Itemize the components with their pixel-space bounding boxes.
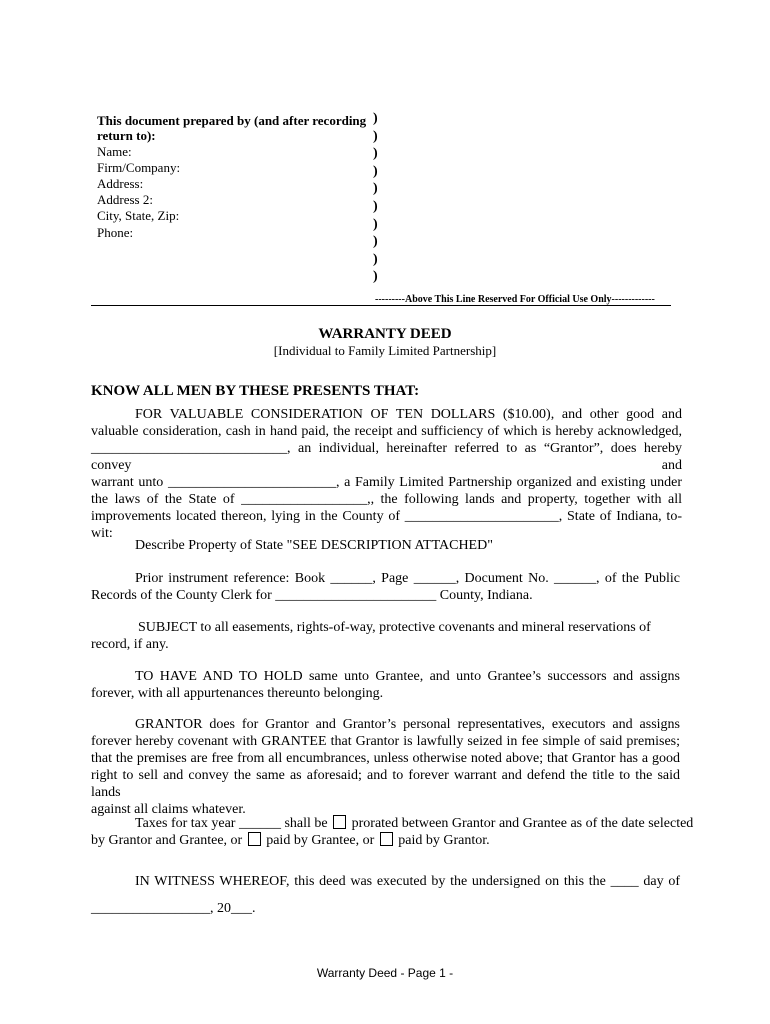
consideration-paragraph	[91, 406, 682, 542]
text-line: Prior instrument reference: Book ______, Page ______, Document No. ______, of the Public	[135, 571, 680, 586]
taxes-line1	[135, 815, 693, 832]
text-line: SUBJECT to all easements, rights-of-way, protective covenants and mineral reservations of	[138, 620, 651, 635]
paren: )	[373, 128, 378, 144]
text-line: _________________, 20___.	[91, 901, 256, 916]
prorated-checkbox[interactable]	[333, 815, 346, 829]
document-subtitle: [Individual to Family Limited Partnership]	[273, 343, 497, 358]
prior-instrument-paragraph	[91, 570, 680, 604]
preparer-address2-label: Address 2:	[97, 192, 153, 207]
text-line: right to sell and convey the same as aforesaid; and to forever warrant and defend the title to the said lands	[91, 768, 680, 800]
preparer-name-label: Name:	[97, 144, 132, 159]
text-line: Records of the County Clerk for _______________________ County, Indiana.	[91, 588, 533, 603]
text-line: the laws of the State of __________________,, the following lands and property, together with all	[91, 492, 682, 507]
text-line: that the premises are free from all encumbrances, unless otherwise noted above; that Grantor has a good	[91, 751, 680, 766]
paren: )	[373, 216, 378, 232]
paren: )	[373, 251, 378, 267]
paren: )	[373, 198, 378, 214]
text-line: forever, with all appurtenances thereunto belonging.	[91, 686, 384, 701]
preparer-heading-line2: return to):	[97, 128, 156, 143]
paren-column	[373, 110, 378, 286]
text-line: GRANTOR does for Grantor and Grantor’s personal representatives, executors and assigns	[135, 717, 680, 732]
paid-by-grantor-checkbox[interactable]	[380, 832, 393, 846]
official-use-line: ---------Above This Line Reserved For Official Use Only-------------	[375, 294, 655, 305]
taxes-text: prorated between Grantor and Grantee as of the date selected	[351, 816, 694, 831]
paren: )	[373, 111, 378, 126]
preparer-city-label: City, State, Zip:	[97, 208, 180, 223]
paid-by-grantee-checkbox[interactable]	[248, 832, 261, 846]
text-line: IN WITNESS WHEREOF, this deed was executed by the undersigned on this the ____ day of	[135, 874, 680, 889]
text-line: TO HAVE AND TO HOLD same unto Grantee, and unto Grantee’s successors and assigns	[135, 669, 680, 684]
paren: )	[373, 269, 378, 285]
taxes-text: Taxes for tax year ______ shall be	[135, 816, 328, 831]
paren: )	[373, 146, 378, 162]
preparer-heading-line1: This document prepared by (and after recording	[97, 113, 367, 128]
preparer-firm-label: Firm/Company:	[97, 160, 181, 175]
paren: )	[373, 234, 378, 250]
paren: )	[373, 181, 378, 197]
taxes-text: paid by Grantee, or	[266, 833, 375, 848]
text-line: valuable consideration, cash in hand paid, the receipt and sufficiency of which is hereby acknowledged,	[91, 424, 682, 439]
text-line: wit:	[91, 526, 113, 541]
subject-paragraph	[91, 619, 651, 653]
text-line: forever hereby covenant with GRANTEE that Grantor is lawfully seized in fee simple of said premises;	[91, 734, 680, 749]
preparer-address-label: Address:	[97, 176, 144, 191]
taxes-line2	[91, 832, 490, 849]
taxes-text: paid by Grantor.	[398, 833, 490, 848]
habendum-paragraph	[91, 668, 680, 702]
text-line: improvements located thereon, lying in the County of ______________________, State of Indiana, to-	[91, 509, 682, 524]
text-line: record, if any.	[91, 637, 169, 652]
text-line: FOR VALUABLE CONSIDERATION OF TEN DOLLARS ($10.00), and other good and	[135, 407, 682, 422]
page-footer: Warranty Deed - Page 1 -	[316, 966, 454, 980]
document-title: WARRANTY DEED	[318, 326, 452, 342]
text-line: ____________________________, an individual, hereinafter referred to as “Grantor”, does hereby convey and	[91, 441, 682, 473]
preparer-phone-label: Phone:	[97, 225, 134, 240]
taxes-text: by Grantor and Grantee, or	[91, 833, 243, 848]
text-line: warrant unto ________________________, a Family Limited Partnership organized and existing under	[91, 475, 682, 490]
paren: )	[373, 163, 378, 179]
property-description: Describe Property of State "SEE DESCRIPTION ATTACHED"	[135, 538, 493, 553]
know-all-men-heading: KNOW ALL MEN BY THESE PRESENTS THAT:	[91, 383, 420, 399]
covenant-paragraph	[91, 716, 680, 818]
recording-divider	[91, 305, 671, 306]
text-line: against all claims whatever.	[91, 802, 246, 817]
witness-paragraph	[91, 873, 680, 917]
